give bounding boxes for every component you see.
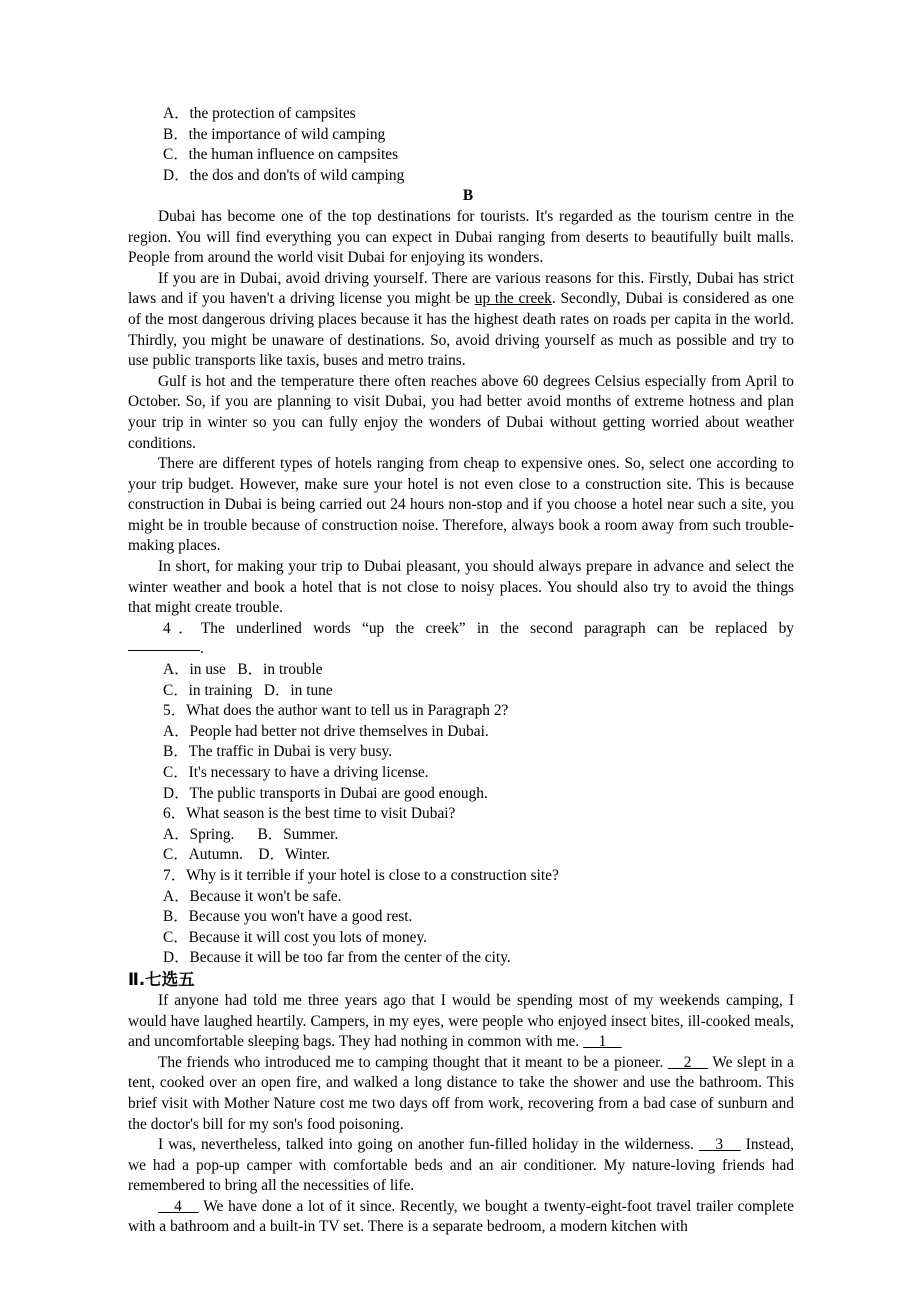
question-6-number: 6． <box>163 805 187 823</box>
section-two-p3-text-after: Instead, we had a pop-up camper with comfortable beds and an air conditioner. My nature-loving friends had remembered to bring all the necessities of life. <box>128 1136 794 1195</box>
cloze-blank-3[interactable]: 3 <box>698 1136 741 1154</box>
answer-blank-rule[interactable] <box>128 650 200 651</box>
question-5-stem <box>128 701 794 722</box>
paragraph-2-text-before: If you are in Dubai, avoid driving yourself. There are various reasons for this. Firstly, Dubai has strict laws and if you haven't a driving license you might be <box>128 269 794 308</box>
question-7-option-c: C．Because it will cost you lots of money. <box>163 928 428 946</box>
question-5-option-b: B．The traffic in Dubai is very busy. <box>163 743 393 761</box>
question-4-options-row-2: C．in training D．in tune <box>163 681 333 699</box>
section-two-p2-text-before: The friends who introduced me to camping thought that it meant to be a pioneer. <box>158 1053 668 1071</box>
question-4-stem <box>128 619 794 640</box>
question-6-stem <box>128 804 794 825</box>
question-6-text: What season is the best time to visit Dubai? <box>186 805 456 823</box>
page-content <box>128 104 794 1238</box>
question-4-number: 4． <box>163 619 201 637</box>
cloze-blank-2[interactable]: 2 <box>667 1053 709 1071</box>
question-5-number: 5． <box>163 702 187 720</box>
question-6-options-row-1: A．Spring. B．Summer. <box>163 825 339 843</box>
question-5-option-c: C．It's necessary to have a driving license. <box>163 764 429 781</box>
question-5-option-d: D．The public transports in Dubai are good enough. <box>163 784 488 802</box>
passage-b-paragraph-5: In short, for making your trip to Dubai pleasant, you should always prepare in advance and select the winter weather and book a hotel that is not close to noisy places. You should also try to avoid the things that might create trouble. <box>128 558 794 617</box>
option-d-passage-a: D．the dos and don'ts of wild camping <box>163 166 405 184</box>
section-two-paragraph-1 <box>128 991 794 1053</box>
section-two-heading: Ⅱ.七选五 <box>128 969 195 989</box>
passage-b-paragraph-3: Gulf is hot and the temperature there often reaches above 60 degrees Celsius especially from April to October. So, if you are planning to visit Dubai, you had better avoid months of extreme hotness and plan your trip in winter so you can fully enjoy the wonders of Dubai without getting worried about weather conditions. <box>128 372 794 452</box>
option-b-passage-a: B．the importance of wild camping <box>163 125 386 143</box>
section-two-paragraph-4 <box>128 1197 794 1238</box>
question-7-option-d: D．Because it will be too far from the center of the city. <box>163 949 511 967</box>
underlined-phrase: up the creek <box>474 290 552 308</box>
passage-b-paragraph-2 <box>128 269 794 372</box>
passage-b-paragraph-4: There are different types of hotels ranging from cheap to expensive ones. So, select one according to your trip budget. However, make sure your hotel is not even close to a construction site. This is because construction in Dubai is being carried out 24 hours non-stop and if you choose a hotel near such a site, you might be in trouble because of construction noise. Therefore, always book a room away from such trouble-making places. <box>128 455 794 555</box>
cloze-blank-1[interactable]: 1 <box>583 1033 622 1051</box>
option-a-passage-a: A．the protection of campsites <box>163 105 356 122</box>
question-7-option-a: A．Because it won't be safe. <box>163 887 342 905</box>
question-6-options-row-2: C．Autumn. D．Winter. <box>163 846 330 864</box>
question-7-text: Why is it terrible if your hotel is close to a construction site? <box>186 866 559 884</box>
section-two-paragraph-3 <box>128 1135 794 1197</box>
cloze-blank-4[interactable]: 4 <box>158 1197 199 1215</box>
question-4-answer-blank <box>128 639 794 660</box>
question-4-options-row-1: A．in use B．in trouble <box>163 661 323 679</box>
question-7-number: 7． <box>163 866 187 884</box>
question-5-text: What does the author want to tell us in Paragraph 2? <box>186 702 509 720</box>
question-5-option-a: A．People had better not drive themselves in Dubai. <box>163 722 489 740</box>
section-two-paragraph-2 <box>128 1053 794 1135</box>
passage-b-paragraph-1: Dubai has become one of the top destinations for tourists. It's regarded as the tourism centre in the region. You will find everything you can expect in Dubai ranging from deserts to beautifully built malls. People from around the world visit Dubai for enjoying its wonders. <box>128 207 794 267</box>
option-c-passage-a: C．the human influence on campsites <box>163 146 399 164</box>
section-two-p3-text-before: I was, nevertheless, talked into going on another fun-filled holiday in the wilderness. <box>158 1136 699 1154</box>
question-7-stem <box>128 866 794 887</box>
section-two-p4-text: We have done a lot of it since. Recently, we bought a twenty-eight-foot travel trailer complete with a bathroom and a built-in TV set. There is a separate bedroom, a modern kitchen with <box>128 1197 794 1236</box>
passage-b-label: B <box>462 187 474 205</box>
section-two-p2-text-after: We slept in a tent, cooked over an open fire, and walked a long distance to take the shower and use the bathroom. This brief visit with Mother Nature cost me two days off from work, recovering from a bad case of sunburn and the doctor's bill for my son's food poisoning. <box>128 1053 795 1133</box>
paragraph-2-text-after: . Secondly, Dubai is considered as one of the most dangerous driving places because it has the highest death rates on roads per capita in the world. Thirdly, you might be unaware of destinations. So, avoid driving yourself as much as possible and try to use public transports like taxis, buses and metro trains. <box>128 290 795 370</box>
question-7-option-b: B．Because you won't have a good rest. <box>163 908 413 926</box>
section-two-p1-text: If anyone had told me three years ago that I would be spending most of my weekends camping, I would have laughed heartily. Campers, in my eyes, were people who enjoyed insect bites, ill-cooked meals, and uncomfortable sleeping bags. They had nothing in common with me. <box>128 991 794 1051</box>
question-4-period: . <box>200 640 204 658</box>
question-4-text: The underlined words “up the creek” in the second paragraph can be replaced by <box>200 619 795 637</box>
